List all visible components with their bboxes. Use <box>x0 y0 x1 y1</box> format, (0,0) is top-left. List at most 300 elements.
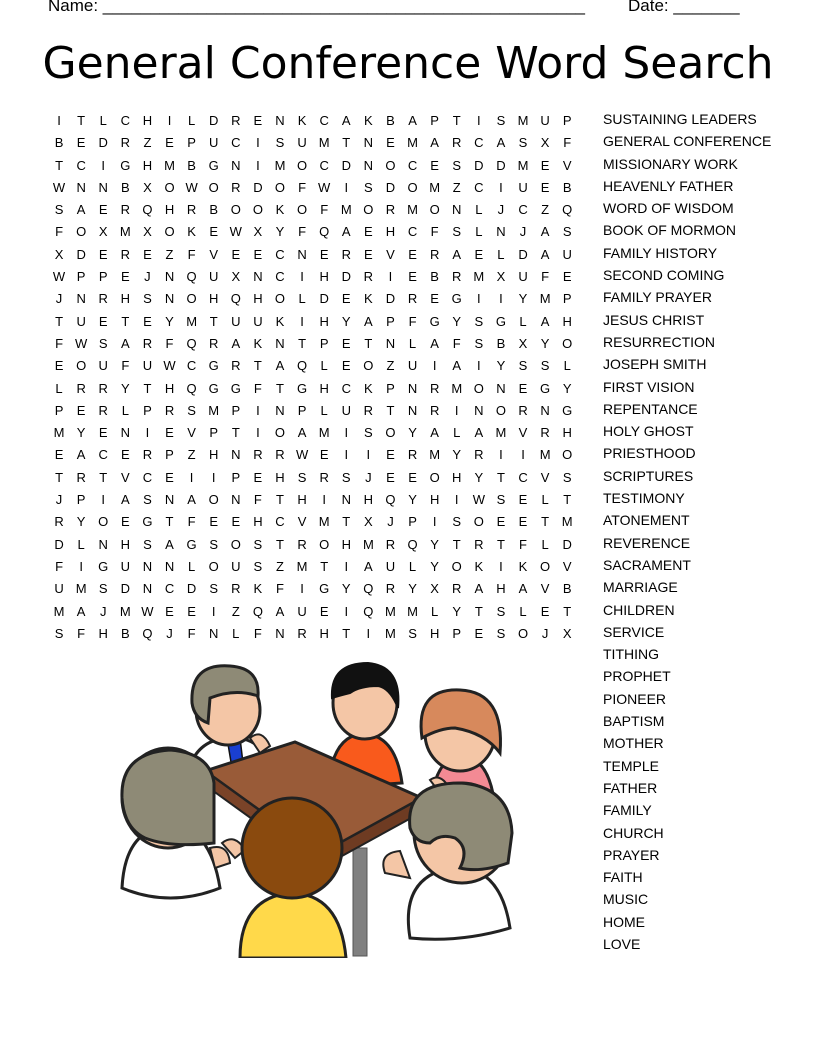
grid-letter[interactable]: O <box>230 202 241 218</box>
grid-letter[interactable]: A <box>341 113 351 128</box>
grid-letter[interactable]: W <box>75 335 88 351</box>
grid-letter[interactable]: O <box>274 291 286 307</box>
grid-letter[interactable]: A <box>341 224 351 240</box>
grid-letter[interactable]: P <box>319 335 329 351</box>
grid-letter[interactable]: R <box>120 202 131 218</box>
grid-letter[interactable]: C <box>98 447 108 463</box>
grid-letter[interactable]: O <box>98 514 109 530</box>
grid-letter[interactable]: D <box>474 157 484 173</box>
grid-letter[interactable]: K <box>253 581 263 597</box>
grid-letter[interactable]: P <box>76 269 86 285</box>
grid-letter[interactable]: P <box>98 269 108 285</box>
grid-letter[interactable]: T <box>276 380 284 396</box>
grid-letter[interactable]: X <box>496 269 506 285</box>
grid-letter[interactable]: D <box>385 291 396 307</box>
grid-letter[interactable]: A <box>76 202 86 218</box>
grid-letter[interactable]: E <box>209 224 219 240</box>
grid-letter[interactable]: V <box>209 246 219 262</box>
grid-letter[interactable]: Y <box>540 335 550 351</box>
grid-letter[interactable]: T <box>342 135 351 151</box>
grid-letter[interactable]: X <box>430 581 439 597</box>
grid-letter[interactable]: R <box>385 581 396 597</box>
grid-letter[interactable]: Z <box>276 558 284 574</box>
grid-letter[interactable]: I <box>477 113 481 128</box>
grid-letter[interactable]: O <box>473 514 484 530</box>
grid-letter[interactable]: I <box>499 291 503 307</box>
grid-letter[interactable]: U <box>231 313 241 329</box>
grid-letter[interactable]: N <box>341 492 351 508</box>
grid-letter[interactable]: S <box>408 625 417 641</box>
grid-letter[interactable]: S <box>540 358 550 374</box>
grid-letter[interactable]: M <box>473 269 485 285</box>
grid-letter[interactable]: C <box>518 202 528 218</box>
grid-letter[interactable]: S <box>253 558 263 574</box>
grid-letter[interactable]: R <box>98 291 108 307</box>
grid-letter[interactable]: M <box>539 447 551 463</box>
grid-letter[interactable]: A <box>452 246 462 262</box>
grid-letter[interactable]: N <box>98 536 108 552</box>
grid-letter[interactable]: T <box>452 113 461 128</box>
grid-letter[interactable]: E <box>364 246 373 262</box>
grid-letter[interactable]: I <box>344 603 349 619</box>
grid-letter[interactable]: E <box>408 469 417 485</box>
grid-letter[interactable]: T <box>342 625 351 641</box>
grid-letter[interactable]: F <box>187 625 196 641</box>
grid-letter[interactable]: D <box>54 536 64 552</box>
grid-letter[interactable]: U <box>98 358 108 374</box>
grid-letter[interactable]: P <box>165 447 174 463</box>
grid-letter[interactable]: L <box>475 224 483 240</box>
grid-letter[interactable]: K <box>364 113 373 128</box>
grid-letter[interactable]: A <box>120 335 130 351</box>
grid-letter[interactable]: E <box>231 246 241 262</box>
grid-letter[interactable]: L <box>320 402 328 418</box>
grid-letter[interactable]: M <box>385 625 396 641</box>
grid-letter[interactable]: E <box>120 447 130 463</box>
grid-letter[interactable]: M <box>429 447 441 463</box>
grid-letter[interactable]: F <box>563 135 572 151</box>
grid-letter[interactable]: Y <box>430 558 439 574</box>
grid-letter[interactable]: B <box>430 269 439 285</box>
grid-letter[interactable]: I <box>101 492 106 508</box>
grid-letter[interactable]: R <box>452 581 462 597</box>
grid-letter[interactable]: O <box>186 291 197 307</box>
grid-letter[interactable]: E <box>474 246 484 262</box>
grid-letter[interactable]: Y <box>408 492 417 508</box>
grid-letter[interactable]: T <box>563 492 572 508</box>
grid-letter[interactable]: S <box>209 581 219 597</box>
grid-letter[interactable]: C <box>120 113 131 128</box>
grid-letter[interactable]: T <box>143 380 152 396</box>
grid-letter[interactable]: D <box>120 581 131 597</box>
grid-letter[interactable]: J <box>144 269 151 285</box>
grid-letter[interactable]: M <box>407 135 418 151</box>
grid-letter[interactable]: E <box>165 469 174 485</box>
grid-letter[interactable]: T <box>55 469 64 485</box>
grid-letter[interactable]: T <box>320 558 329 574</box>
grid-letter[interactable]: X <box>540 135 550 151</box>
grid-letter[interactable]: U <box>297 135 307 151</box>
grid-letter[interactable]: U <box>562 246 572 262</box>
grid-letter[interactable]: C <box>76 157 86 173</box>
grid-letter[interactable]: M <box>429 179 441 195</box>
grid-letter[interactable]: T <box>563 603 572 619</box>
grid-letter[interactable]: J <box>166 625 173 641</box>
grid-letter[interactable]: H <box>319 380 329 396</box>
grid-letter[interactable]: J <box>365 469 372 485</box>
grid-letter[interactable]: R <box>474 447 484 463</box>
grid-letter[interactable]: H <box>341 536 351 552</box>
grid-letter[interactable]: N <box>164 492 175 508</box>
grid-letter[interactable]: H <box>98 625 108 641</box>
grid-letter[interactable]: R <box>297 625 307 641</box>
grid-letter[interactable]: N <box>164 291 175 307</box>
grid-letter[interactable]: N <box>164 558 175 574</box>
grid-letter[interactable]: M <box>296 558 308 574</box>
grid-letter[interactable]: U <box>76 313 86 329</box>
grid-letter[interactable]: R <box>164 402 175 418</box>
grid-letter[interactable]: S <box>518 135 528 151</box>
grid-letter[interactable]: Z <box>165 246 174 262</box>
grid-letter[interactable]: R <box>253 447 263 463</box>
grid-letter[interactable]: X <box>143 224 152 240</box>
grid-letter[interactable]: Q <box>230 291 241 307</box>
grid-letter[interactable]: V <box>562 157 572 173</box>
grid-letter[interactable]: I <box>322 492 326 508</box>
grid-letter[interactable]: W <box>229 224 242 240</box>
grid-letter[interactable]: W <box>295 447 309 463</box>
grid-letter[interactable]: G <box>208 157 219 173</box>
grid-letter[interactable]: O <box>252 202 263 218</box>
grid-letter[interactable]: F <box>298 224 307 240</box>
grid-letter[interactable]: O <box>363 202 374 218</box>
grid-letter[interactable]: I <box>477 291 481 307</box>
grid-letter[interactable]: L <box>99 113 107 128</box>
grid-letter[interactable]: W <box>472 492 485 508</box>
grid-letter[interactable]: Q <box>142 625 153 641</box>
grid-letter[interactable]: I <box>57 113 61 128</box>
grid-letter[interactable]: C <box>186 358 197 374</box>
grid-letter[interactable]: E <box>562 269 572 285</box>
grid-letter[interactable]: I <box>477 358 481 374</box>
grid-letter[interactable]: Z <box>231 603 240 619</box>
grid-letter[interactable]: R <box>363 402 374 418</box>
grid-letter[interactable]: M <box>208 402 220 418</box>
grid-letter[interactable]: M <box>53 425 65 441</box>
grid-letter[interactable]: P <box>430 113 439 128</box>
grid-letter[interactable]: E <box>165 135 174 151</box>
grid-letter[interactable]: K <box>275 202 285 218</box>
grid-letter[interactable]: J <box>55 291 63 307</box>
grid-letter[interactable]: J <box>519 224 527 240</box>
grid-letter[interactable]: C <box>164 581 175 597</box>
grid-letter[interactable]: X <box>231 269 241 285</box>
grid-letter[interactable]: Q <box>186 380 197 396</box>
grid-letter[interactable]: E <box>143 246 152 262</box>
grid-letter[interactable]: Y <box>430 536 439 552</box>
grid-letter[interactable]: D <box>253 179 263 195</box>
grid-letter[interactable]: A <box>120 492 130 508</box>
grid-letter[interactable]: D <box>496 157 506 173</box>
grid-letter[interactable]: N <box>231 447 241 463</box>
grid-letter[interactable]: I <box>300 313 304 329</box>
grid-letter[interactable]: R <box>363 269 374 285</box>
grid-letter[interactable]: S <box>143 536 152 552</box>
grid-letter[interactable]: B <box>120 625 130 641</box>
grid-letter[interactable]: E <box>518 492 528 508</box>
grid-letter[interactable]: U <box>518 269 528 285</box>
grid-letter[interactable]: U <box>209 269 219 285</box>
name-line[interactable]: Name: ___________________________________________________ <box>48 0 585 15</box>
grid-letter[interactable]: E <box>319 603 329 619</box>
grid-letter[interactable]: E <box>165 425 174 441</box>
grid-letter[interactable]: A <box>540 246 550 262</box>
grid-letter[interactable]: I <box>366 447 371 463</box>
grid-letter[interactable]: Y <box>165 313 174 329</box>
grid-letter[interactable]: K <box>187 224 196 240</box>
grid-letter[interactable]: I <box>211 469 216 485</box>
grid-letter[interactable]: Z <box>143 135 152 151</box>
grid-letter[interactable]: E <box>386 469 395 485</box>
grid-letter[interactable]: P <box>452 625 462 641</box>
grid-letter[interactable]: I <box>454 492 459 508</box>
grid-letter[interactable]: V <box>386 246 395 262</box>
grid-letter[interactable]: N <box>142 558 153 574</box>
grid-letter[interactable]: H <box>496 581 506 597</box>
grid-letter[interactable]: I <box>189 469 194 485</box>
grid-letter[interactable]: R <box>120 135 131 151</box>
grid-letter[interactable]: R <box>231 581 241 597</box>
grid-letter[interactable]: M <box>517 113 529 128</box>
grid-letter[interactable]: R <box>385 536 396 552</box>
grid-letter[interactable]: E <box>253 469 263 485</box>
grid-letter[interactable]: G <box>540 380 551 396</box>
grid-letter[interactable]: O <box>230 536 241 552</box>
grid-letter[interactable]: O <box>562 447 573 463</box>
grid-letter[interactable]: E <box>120 514 130 530</box>
grid-letter[interactable]: R <box>452 269 462 285</box>
grid-letter[interactable]: T <box>209 313 218 329</box>
grid-letter[interactable]: R <box>452 135 462 151</box>
grid-letter[interactable]: R <box>429 246 440 262</box>
grid-letter[interactable]: C <box>407 224 418 240</box>
grid-letter[interactable]: E <box>408 246 417 262</box>
grid-letter[interactable]: Y <box>275 224 285 240</box>
grid-letter[interactable]: M <box>517 157 529 173</box>
grid-letter[interactable]: G <box>142 514 153 530</box>
grid-letter[interactable]: L <box>187 558 196 574</box>
grid-letter[interactable]: O <box>385 425 396 441</box>
grid-letter[interactable]: L <box>298 291 306 307</box>
grid-letter[interactable]: M <box>539 291 551 307</box>
grid-letter[interactable]: E <box>231 514 241 530</box>
grid-letter[interactable]: J <box>55 492 63 508</box>
grid-letter[interactable]: K <box>275 313 285 329</box>
grid-letter[interactable]: B <box>496 335 506 351</box>
grid-letter[interactable]: A <box>187 492 196 508</box>
grid-letter[interactable]: F <box>55 224 64 240</box>
grid-letter[interactable]: G <box>562 402 573 418</box>
grid-letter[interactable]: N <box>474 402 484 418</box>
grid-letter[interactable]: H <box>562 313 572 329</box>
grid-letter[interactable]: O <box>297 157 308 173</box>
grid-letter[interactable]: K <box>518 558 528 574</box>
grid-letter[interactable]: M <box>318 514 330 530</box>
grid-letter[interactable]: F <box>165 335 174 351</box>
grid-letter[interactable]: Z <box>452 179 461 195</box>
grid-letter[interactable]: Y <box>452 603 462 619</box>
grid-letter[interactable]: N <box>164 269 175 285</box>
grid-letter[interactable]: W <box>163 358 176 374</box>
grid-letter[interactable]: H <box>319 625 329 641</box>
grid-letter[interactable]: S <box>452 157 462 173</box>
grid-letter[interactable]: U <box>142 358 153 374</box>
grid-letter[interactable]: E <box>540 157 550 173</box>
grid-letter[interactable]: A <box>452 358 462 374</box>
grid-letter[interactable]: X <box>143 179 152 195</box>
grid-letter[interactable]: H <box>562 425 572 441</box>
grid-letter[interactable]: X <box>364 514 373 530</box>
grid-letter[interactable]: W <box>141 603 154 619</box>
grid-letter[interactable]: N <box>120 425 131 441</box>
grid-letter[interactable]: M <box>561 514 573 530</box>
grid-letter[interactable]: M <box>164 157 175 173</box>
grid-letter[interactable]: Q <box>297 358 308 374</box>
grid-letter[interactable]: E <box>341 358 351 374</box>
grid-letter[interactable]: T <box>386 402 395 418</box>
grid-letter[interactable]: A <box>275 603 285 619</box>
grid-letter[interactable]: S <box>253 536 263 552</box>
grid-letter[interactable]: T <box>496 536 505 552</box>
grid-letter[interactable]: I <box>256 425 260 441</box>
grid-letter[interactable]: F <box>452 335 461 351</box>
grid-letter[interactable]: N <box>253 269 263 285</box>
grid-letter[interactable]: L <box>475 202 483 218</box>
grid-letter[interactable]: D <box>385 179 396 195</box>
grid-letter[interactable]: W <box>318 179 331 195</box>
grid-letter[interactable]: U <box>231 558 241 574</box>
grid-letter[interactable]: X <box>98 224 108 240</box>
grid-letter[interactable]: Q <box>252 603 263 619</box>
grid-letter[interactable]: P <box>143 402 152 418</box>
grid-letter[interactable]: F <box>276 581 284 597</box>
grid-letter[interactable]: C <box>319 113 329 128</box>
grid-letter[interactable]: A <box>496 135 506 151</box>
grid-letter[interactable]: H <box>429 492 440 508</box>
grid-letter[interactable]: E <box>54 447 64 463</box>
grid-letter[interactable]: D <box>76 246 86 262</box>
grid-letter[interactable]: I <box>344 425 349 441</box>
grid-letter[interactable]: S <box>275 135 285 151</box>
grid-letter[interactable]: O <box>517 625 529 641</box>
grid-letter[interactable]: H <box>275 469 285 485</box>
grid-letter[interactable]: S <box>98 335 108 351</box>
grid-letter[interactable]: N <box>231 492 241 508</box>
grid-letter[interactable]: E <box>540 603 550 619</box>
grid-letter[interactable]: I <box>432 358 437 374</box>
grid-letter[interactable]: Y <box>120 380 130 396</box>
grid-letter[interactable]: E <box>319 246 329 262</box>
grid-letter[interactable]: R <box>98 380 108 396</box>
grid-letter[interactable]: S <box>364 425 373 441</box>
grid-letter[interactable]: A <box>364 313 373 329</box>
grid-letter[interactable]: F <box>541 269 550 285</box>
grid-letter[interactable]: E <box>98 313 108 329</box>
grid-letter[interactable]: H <box>385 224 396 240</box>
grid-letter[interactable]: B <box>562 179 572 195</box>
grid-letter[interactable]: R <box>518 402 528 418</box>
grid-letter[interactable]: V <box>540 469 550 485</box>
grid-letter[interactable]: Y <box>518 291 528 307</box>
grid-letter[interactable]: E <box>253 246 263 262</box>
grid-letter[interactable]: Y <box>341 581 351 597</box>
grid-letter[interactable]: O <box>407 179 418 195</box>
grid-letter[interactable]: K <box>474 558 484 574</box>
grid-letter[interactable]: R <box>98 402 108 418</box>
grid-letter[interactable]: J <box>387 514 394 530</box>
grid-letter[interactable]: W <box>185 179 198 195</box>
grid-letter[interactable]: U <box>518 179 528 195</box>
grid-letter[interactable]: M <box>53 603 65 619</box>
grid-letter[interactable]: H <box>429 625 440 641</box>
grid-letter[interactable]: E <box>187 603 196 619</box>
grid-letter[interactable]: O <box>208 492 219 508</box>
grid-letter[interactable]: Z <box>541 202 550 218</box>
grid-letter[interactable]: N <box>540 402 550 418</box>
grid-letter[interactable]: L <box>541 492 549 508</box>
grid-letter[interactable]: A <box>540 313 550 329</box>
grid-letter[interactable]: L <box>408 335 417 351</box>
grid-letter[interactable]: E <box>253 113 263 128</box>
date-line[interactable]: Date: _______ <box>628 0 740 15</box>
grid-letter[interactable]: G <box>429 313 440 329</box>
grid-letter[interactable]: C <box>319 157 329 173</box>
grid-letter[interactable]: O <box>385 157 396 173</box>
grid-letter[interactable]: F <box>519 536 527 552</box>
grid-letter[interactable]: Y <box>562 380 572 396</box>
grid-letter[interactable]: G <box>120 157 131 173</box>
grid-letter[interactable]: H <box>363 492 374 508</box>
grid-letter[interactable]: B <box>54 135 64 151</box>
grid-letter[interactable]: M <box>318 135 330 151</box>
grid-letter[interactable]: U <box>209 135 219 151</box>
grid-letter[interactable]: S <box>474 313 484 329</box>
grid-letter[interactable]: M <box>119 603 131 619</box>
grid-letter[interactable]: I <box>101 157 106 173</box>
grid-letter[interactable]: T <box>342 514 351 530</box>
grid-letter[interactable]: E <box>540 179 550 195</box>
grid-letter[interactable]: L <box>453 425 461 441</box>
grid-letter[interactable]: R <box>76 469 86 485</box>
grid-letter[interactable]: N <box>275 113 285 128</box>
grid-letter[interactable]: P <box>187 135 196 151</box>
grid-letter[interactable]: A <box>408 113 417 128</box>
grid-letter[interactable]: N <box>385 335 396 351</box>
grid-letter[interactable]: E <box>98 246 108 262</box>
grid-letter[interactable]: L <box>320 358 328 374</box>
grid-letter[interactable]: F <box>253 625 262 641</box>
grid-letter[interactable]: H <box>164 202 175 218</box>
grid-letter[interactable]: Q <box>363 603 374 619</box>
grid-letter[interactable]: Q <box>562 202 573 218</box>
grid-letter[interactable]: H <box>452 469 462 485</box>
grid-letter[interactable]: E <box>98 425 108 441</box>
grid-letter[interactable]: E <box>430 291 439 307</box>
grid-letter[interactable]: O <box>164 179 175 195</box>
grid-letter[interactable]: G <box>208 358 219 374</box>
grid-letter[interactable]: P <box>231 469 241 485</box>
grid-letter[interactable]: T <box>496 469 505 485</box>
